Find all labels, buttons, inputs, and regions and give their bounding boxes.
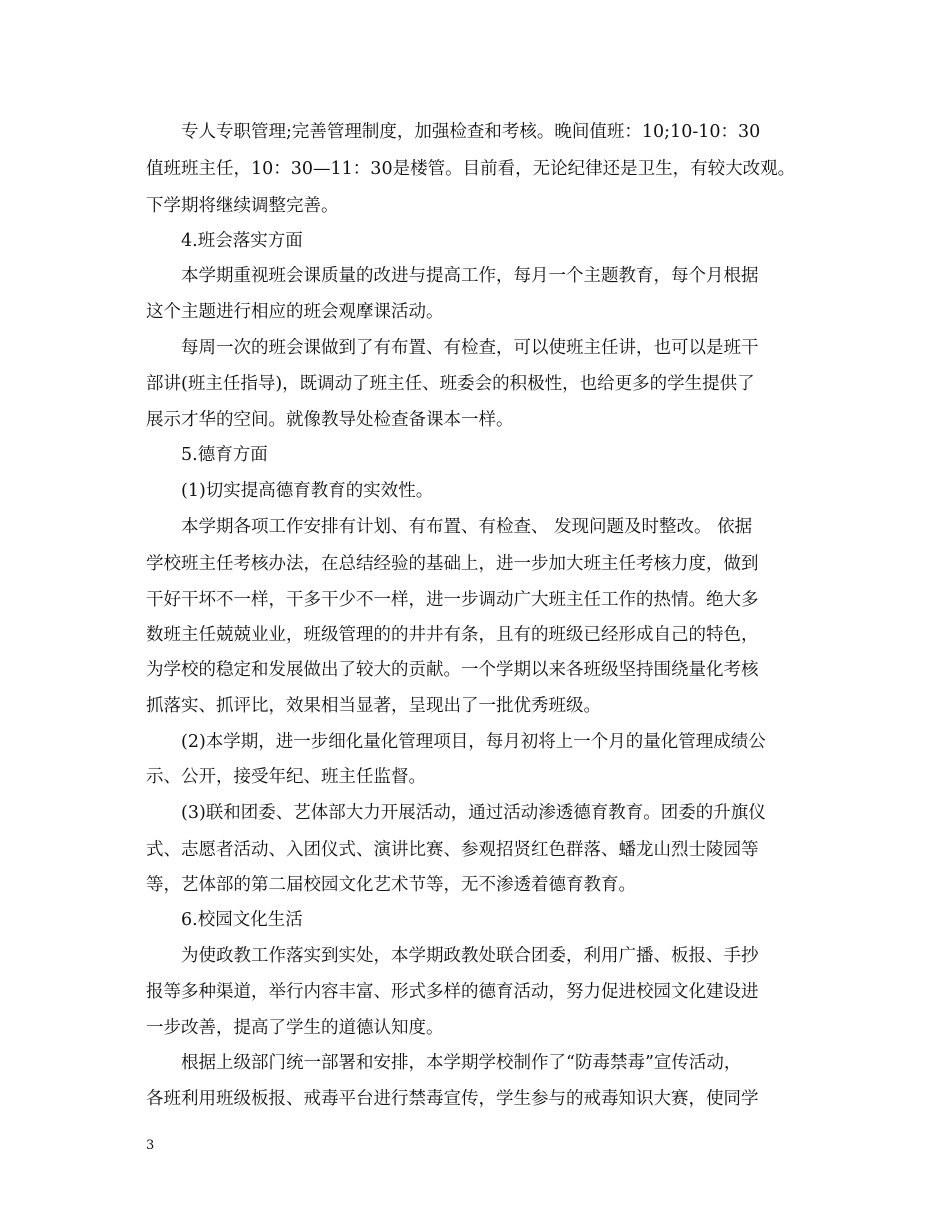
text-line: 干好干坏不一样，干多干少不一样，进一步调动广大班主任工作的热情。绝大多: [146, 590, 759, 610]
text-line: 各班利用班级板报、戒毒平台进行禁毒宣传，学生参与的戒毒知识大赛，使同学: [146, 1089, 759, 1109]
text-line: 报等多种渠道，举行内容丰富、形式多样的德育活动，努力促进校园文化建设进: [146, 982, 759, 1002]
text-line: 本学期重视班会课质量的改进与提高工作，每月一个主题教育，每个月根据: [181, 266, 759, 286]
text-line: 每周一次的班会课做到了有布置、有检查，可以使班主任讲，也可以是班干: [181, 338, 759, 358]
page-number: 3: [146, 1138, 155, 1153]
text-line: 为学校的稳定和发展做出了较大的贡献。一个学期以来各班级坚持围绕量化考核: [146, 660, 759, 680]
text-line: 下学期将继续调整完善。: [146, 196, 339, 216]
text-line: 部讲(班主任指导)，既调动了班主任、班委会的积极性，也给更多的学生提供了: [146, 374, 755, 394]
text-line: 为使政教工作落实到实处，本学期政教处联合团委，利用广播、板报、手抄: [181, 946, 759, 966]
text-line: 根据上级部门统一部署和安排，本学期学校制作了“防毒禁毒”宣传活动，: [181, 1053, 742, 1073]
section-heading: 6.校园文化生活: [181, 910, 303, 930]
section-heading: 4.班会落实方面: [181, 231, 303, 251]
text-line: 示、公开，接受年纪、班主任监督。: [146, 767, 426, 787]
text-line: 学校班主任考核办法，在总结经验的基础上，进一步加大班主任考核力度，做到: [146, 554, 759, 574]
text-line: (2)本学期，进一步细化量化管理项目，每月初将上一个月的量化管理成绩公: [181, 732, 766, 752]
text-line: (3)联和团委、艺体部大力开展活动，通过活动渗透德育教育。团委的升旗仪: [181, 803, 766, 823]
subsection-heading: (1)切实提高德育教育的实效性。: [181, 481, 434, 501]
section-heading: 5.德育方面: [181, 445, 268, 465]
text-line: 数班主任兢兢业业，班级管理的的井井有条，且有的班级已经形成自己的特色，: [146, 625, 759, 645]
text-line: 这个主题进行相应的班会观摩课活动。: [146, 302, 444, 322]
text-line: 一步改善，提高了学生的道德认知度。: [146, 1018, 444, 1038]
text-line: 本学期各项工作安排有计划、有布置、有检查、 发现问题及时整改。 依据: [181, 517, 753, 537]
text-line: 等，艺体部的第二届校园文化艺术节等，无不渗透着德育教育。: [146, 875, 636, 895]
text-line: 抓落实、抓评比，效果相当显著，呈现出了一批优秀班级。: [146, 696, 601, 716]
text-line: 式、志愿者活动、入团仪式、演讲比赛、参观招贤红色群落、蟠龙山烈士陵园等: [146, 840, 759, 860]
text-line: 值班班主任，10：30—11：30是楼管。目前看，无论纪律还是卫生，有较大改观。: [146, 159, 796, 179]
text-line: 专人专职管理;完善管理制度，加强检查和考核。晚间值班：10;10-10：30: [181, 122, 761, 142]
text-line: 展示才华的空间。就像教导处检查备课本一样。: [146, 410, 514, 430]
